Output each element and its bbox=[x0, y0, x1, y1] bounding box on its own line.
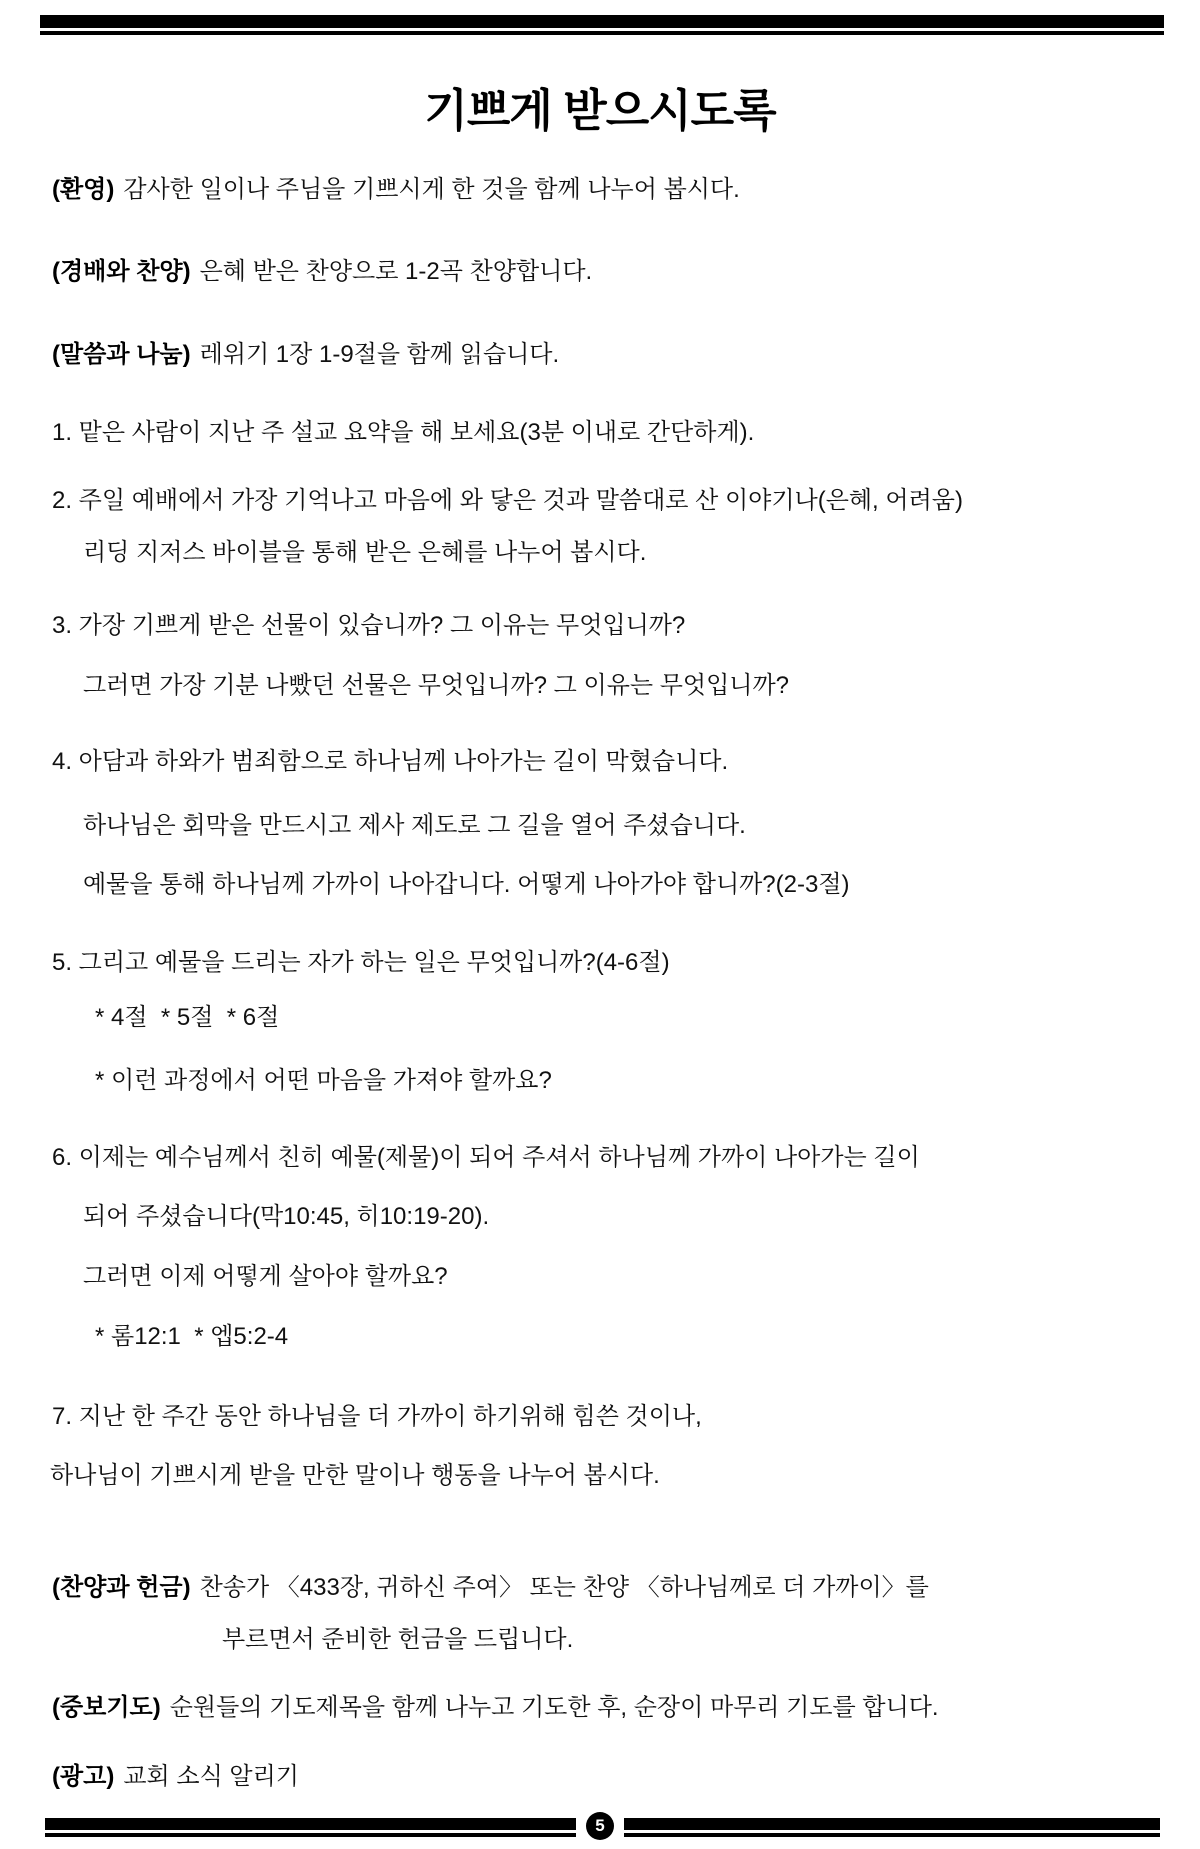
question-2-line-2: 리딩 지저스 바이블을 통해 받은 은혜를 나누어 봅시다. bbox=[83, 539, 647, 566]
page-number: 5 bbox=[595, 1816, 605, 1835]
page-title: 기쁘게 받으시도록 bbox=[424, 85, 776, 136]
top-rule-thin bbox=[40, 31, 1164, 35]
section-praise-offering-line-2: 부르면서 준비한 헌금을 드립니다. bbox=[222, 1626, 574, 1653]
section-worship-praise bbox=[52, 254, 592, 290]
top-rule-thick bbox=[40, 15, 1164, 28]
question-7-line-2: 하나님이 기쁘시게 받을 만한 말이나 행동을 나누어 봅시다. bbox=[50, 1462, 660, 1489]
question-4-line-3: 예물을 통해 하나님께 가까이 나아갑니다. 어떻게 나아가야 합니까?(2-3절) bbox=[83, 871, 850, 898]
section-intercession-label: (중보기도) bbox=[52, 1694, 161, 1721]
section-welcome bbox=[52, 172, 740, 208]
question-5-sub-question: * 이런 과정에서 어떤 마음을 가져야 할까요? bbox=[95, 1067, 552, 1094]
section-announcements-label: (광고) bbox=[52, 1763, 115, 1790]
section-praise-offering-text: 찬송가 〈433장, 귀하신 주여〉 또는 찬양 〈하나님께로 더 가까이〉를 bbox=[199, 1574, 929, 1601]
section-intercession bbox=[52, 1690, 939, 1726]
section-announcements bbox=[52, 1759, 299, 1795]
section-worship-praise-label: (경배와 찬양) bbox=[52, 258, 191, 285]
section-word-sharing bbox=[52, 337, 559, 373]
question-6-line-3: 그러면 이제 어떻게 살아야 할까요? bbox=[83, 1263, 448, 1290]
section-announcements-text: 교회 소식 알리기 bbox=[123, 1763, 299, 1790]
question-4-line-1: 4. 아담과 하와가 범죄함으로 하나님께 나아가는 길이 막혔습니다. bbox=[52, 748, 729, 775]
question-2-line-1: 2. 주일 예배에서 가장 기억나고 마음에 와 닿은 것과 말씀대로 산 이야기나(은혜, 어려움) bbox=[52, 487, 963, 514]
question-6-verses: * 롬12:1 * 엡5:2-4 bbox=[95, 1323, 289, 1350]
question-5-line-1: 5. 그리고 예물을 드리는 자가 하는 일은 무엇입니까?(4-6절) bbox=[52, 949, 670, 976]
section-welcome-text: 감사한 일이나 주님을 기쁘시게 한 것을 함께 나누어 봅시다. bbox=[123, 176, 740, 203]
question-1: 1. 맡은 사람이 지난 주 설교 요약을 해 보세요(3분 이내로 간단하게). bbox=[52, 419, 755, 446]
question-3-line-2: 그러면 가장 기분 나빴던 선물은 무엇입니까? 그 이유는 무엇입니까? bbox=[83, 672, 790, 699]
question-3-line-1: 3. 가장 기쁘게 받은 선물이 있습니까? 그 이유는 무엇입니까? bbox=[52, 612, 686, 639]
question-6-line-2: 되어 주셨습니다(막10:45, 히10:19-20). bbox=[83, 1203, 490, 1230]
page-number-badge bbox=[586, 1812, 614, 1840]
question-5-verses: * 4절 * 5절 * 6절 bbox=[95, 1004, 280, 1031]
section-word-sharing-text: 레위기 1장 1-9절을 함께 읽습니다. bbox=[199, 341, 560, 368]
section-praise-offering bbox=[52, 1570, 929, 1606]
section-welcome-label: (환영) bbox=[52, 176, 115, 203]
section-word-sharing-label: (말씀과 나눔) bbox=[52, 341, 191, 368]
question-6-line-1: 6. 이제는 예수님께서 친히 예물(제물)이 되어 주셔서 하나님께 가까이 나아가는 길이 bbox=[52, 1144, 920, 1171]
section-worship-praise-text: 은혜 받은 찬양으로 1-2곡 찬양합니다. bbox=[199, 258, 593, 285]
question-7-line-1: 7. 지난 한 주간 동안 하나님을 더 가까이 하기위해 힘쓴 것이나, bbox=[52, 1403, 702, 1430]
section-praise-offering-label: (찬양과 헌금) bbox=[52, 1574, 191, 1601]
question-4-line-2: 하나님은 회막을 만드시고 제사 제도로 그 길을 열어 주셨습니다. bbox=[83, 812, 746, 839]
section-intercession-text: 순원들의 기도제목을 함께 나누고 기도한 후, 순장이 마무리 기도를 합니다. bbox=[169, 1694, 939, 1721]
